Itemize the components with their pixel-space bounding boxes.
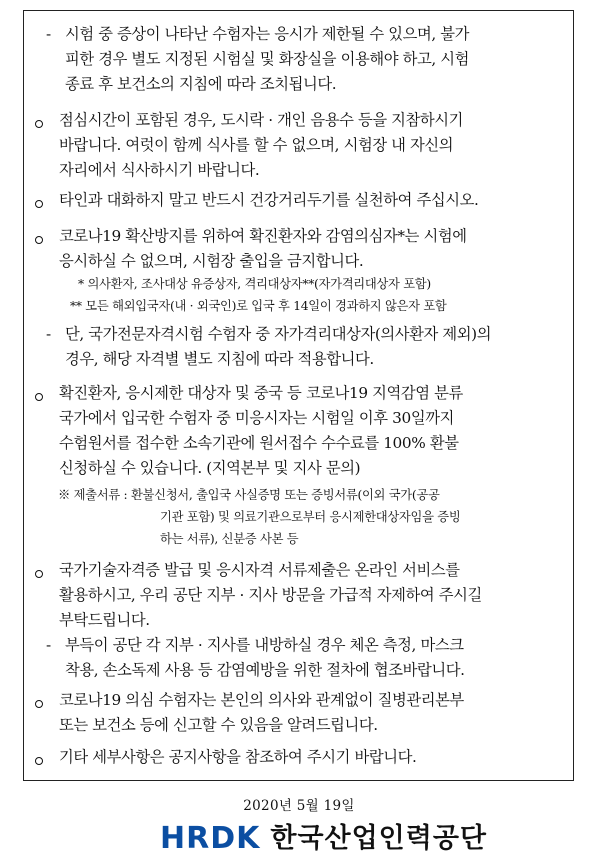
notice-line: 부득이 공단 각 지부 · 지사를 내방하실 경우 체온 측정, 마스크 — [65, 636, 464, 654]
notice-line: 또는 보건소 등에 신고할 수 있음을 알려드립니다. — [59, 716, 378, 734]
submission-note — [58, 484, 460, 550]
notice-item-2 — [59, 188, 478, 213]
note-line: 기관 포함) 및 의료기관으로부터 응시제한대상자임을 증빙 — [160, 510, 461, 524]
notice-line: 경우, 해당 자격별 별도 지침에 따라 적용합니다. — [65, 350, 374, 368]
hrdk-logo-icon: HRDK — [160, 821, 261, 856]
notice-item-5-detail — [65, 633, 465, 683]
notice-item-5 — [59, 558, 482, 633]
notice-line: 신청하실 수 있습니다. (지역본부 및 지사 문의) — [59, 459, 361, 477]
notice-date: 2020년 5월 19일 — [243, 798, 355, 814]
dash-marker: - — [46, 25, 52, 43]
circle-bullet-icon — [35, 757, 43, 765]
note-line: ※ 제출서류 : 환불신청서, 출입국 사실증명 또는 증빙서류(이외 국가(공공 — [58, 488, 440, 502]
notice-item-3-detail — [65, 322, 491, 372]
note-line: 하는 서류), 신분증 사본 등 — [160, 532, 299, 546]
notice-line: 확진환자, 응시제한 대상자 및 중국 등 코로나19 지역감염 분류 — [59, 384, 463, 402]
notice-line: 코로나19 확산방지를 위하여 확진환자와 감염의심자*는 시험에 — [59, 227, 467, 245]
footnote-line: * 의사환자, 조사대상 유증상자, 격리대상자**(자가격리대상자 포함) — [78, 277, 431, 291]
notice-line: 응시하실 수 없으며, 시험장 출입을 금지합니다. — [59, 252, 364, 270]
circle-bullet-icon — [35, 393, 43, 401]
notice-line: 활용하시고, 우리 공단 지부 · 지사 방문을 가급적 자제하여 주시길 — [59, 586, 482, 604]
notice-line: 시험 중 증상이 나타난 수험자는 응시가 제한될 수 있으며, 불가 — [65, 25, 470, 43]
notice-line: 수험원서를 접수한 소속기관에 원서접수 수수료를 100% 환불 — [59, 434, 459, 452]
notice-line: 종료 후 보건소의 지침에 따라 조치됩니다. — [65, 75, 337, 93]
circle-bullet-icon — [35, 200, 43, 208]
org-name: 한국산업인력공단 — [270, 823, 488, 854]
circle-bullet-icon — [35, 700, 43, 708]
notice-line: 점심시간이 포함된 경우, 도시락 · 개인 음용수 등을 지참하시기 — [59, 111, 464, 129]
notice-line: 코로나19 의심 수험자는 본인의 의사와 관계없이 질병관리본부 — [59, 691, 464, 709]
dash-marker: - — [46, 636, 52, 654]
notice-item-6 — [59, 688, 464, 738]
notice-line: 피한 경우 별도 지정된 시험실 및 화장실을 이용해야 하고, 시험 — [65, 50, 470, 68]
notice-item-1 — [59, 108, 463, 183]
notice-line: 국가기술자격증 발급 및 응시자격 서류제출은 온라인 서비스를 — [59, 561, 460, 579]
circle-bullet-icon — [35, 570, 43, 578]
dash-marker: - — [46, 325, 52, 343]
notice-item-7 — [59, 745, 416, 770]
notice-line: 타인과 대화하지 말고 반드시 건강거리두기를 실천하여 주십시오. — [59, 191, 479, 209]
notice-item-3 — [59, 224, 467, 274]
notice-line: 부탁드립니다. — [59, 611, 150, 629]
notice-item-0 — [65, 22, 469, 97]
notice-line: 단, 국가전문자격시험 수험자 중 자가격리대상자(의사환자 제외)의 — [65, 325, 492, 343]
circle-bullet-icon — [35, 236, 43, 244]
notice-line: 국가에서 입국한 수험자 중 미응시자는 시험일 이후 30일까지 — [59, 409, 454, 427]
notice-line: 기타 세부사항은 공지사항을 참조하여 주시기 바랍니다. — [59, 748, 417, 766]
hrdk-logo — [160, 822, 487, 856]
notice-line: 자리에서 식사하시기 바랍니다. — [59, 161, 260, 179]
footnote-block — [60, 273, 447, 317]
notice-line: 바랍니다. 여럿이 함께 식사를 할 수 없으며, 시험장 내 자신의 — [59, 136, 454, 154]
notice-line: 착용, 손소독제 사용 등 감염예방을 위한 절차에 협조바랍니다. — [65, 661, 465, 679]
notice-item-4 — [59, 381, 463, 481]
footnote-line: ** 모든 해외입국자(내 · 외국인)로 입국 후 14일이 경과하지 않은자 포함 — [70, 299, 447, 313]
circle-bullet-icon — [35, 120, 43, 128]
